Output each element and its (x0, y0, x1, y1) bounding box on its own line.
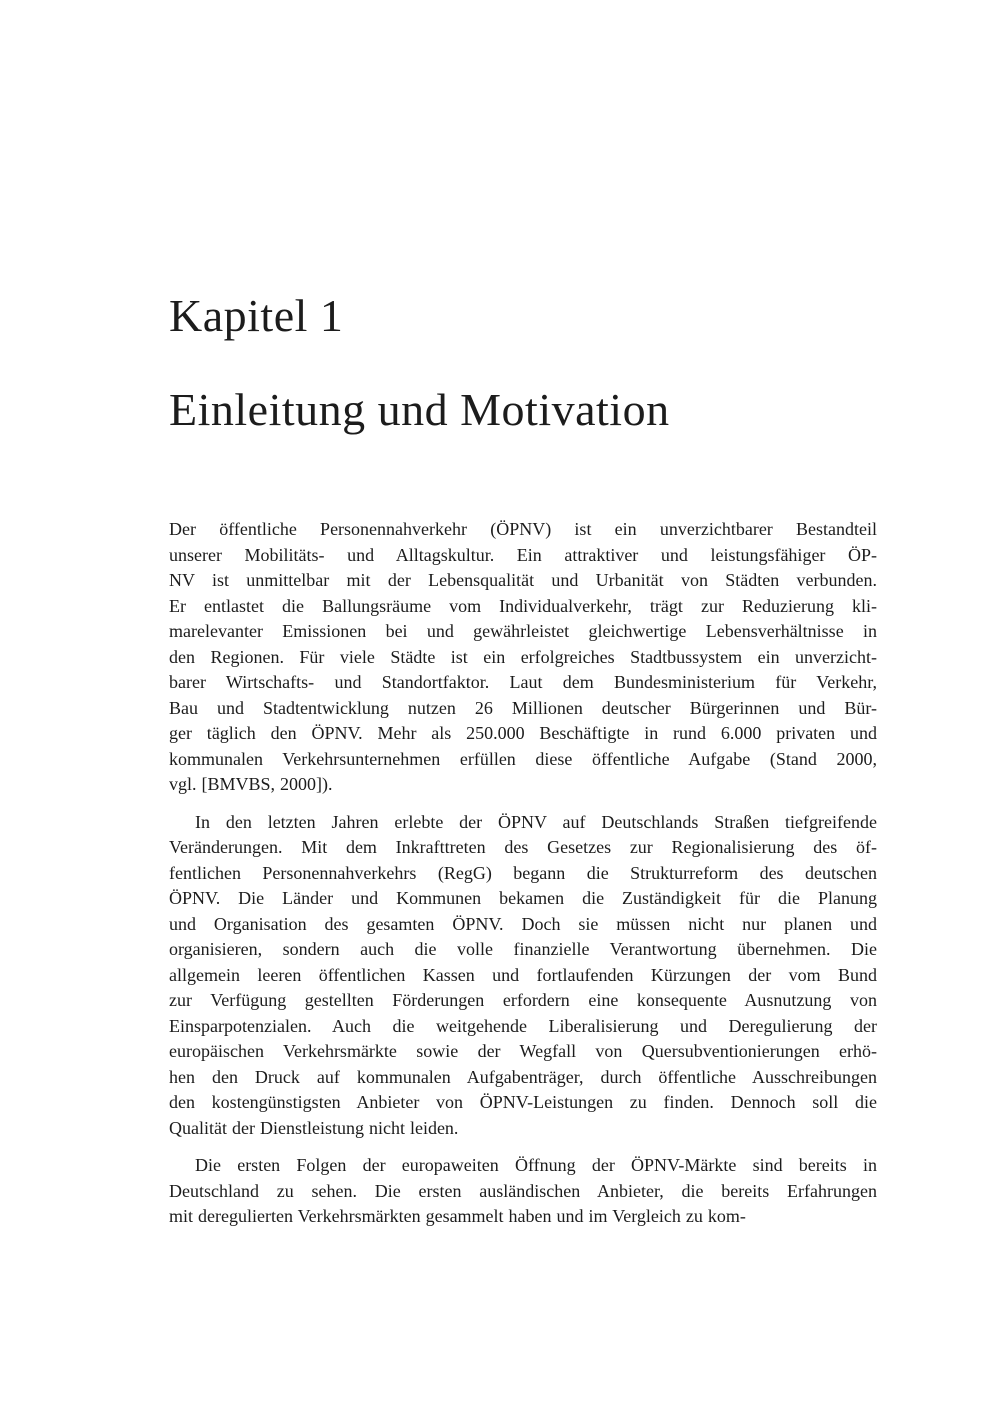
paragraph (169, 517, 877, 798)
text-line: organisieren, sondern auch die volle finanzielle Verantwortung übernehmen. Die (169, 939, 877, 959)
page-content (169, 290, 877, 1230)
text-line: fentlichen Personennahverkehrs (RegG) begann die Strukturreform des deutschen (169, 862, 877, 883)
text-line: Qualität der Dienstleistung nicht leiden. (169, 1117, 459, 1138)
text-line: den kostengünstigsten Anbieter von ÖPNV-Leistungen zu finden. Dennoch soll die (169, 1092, 877, 1112)
paragraph (169, 810, 877, 1142)
text-line: ÖPNV. Die Länder und Kommunen bekamen die Zuständigkeit für die Planung (169, 888, 877, 908)
text-line: zur Verfügung gestellten Förderungen erfordern eine konsequente Ausnutzung von (169, 990, 877, 1010)
text-line: barer Wirtschafts- und Standortfaktor. Laut dem Bundesministerium für Verkehr, (169, 672, 877, 692)
text-line: vgl. [BMVBS, 2000]). (169, 774, 333, 794)
text-line: kommunalen Verkehrsunternehmen erfüllen diese öffentliche Aufgabe (Stand 2000, (169, 748, 877, 769)
chapter-title-heading: Einleitung und Motivation (169, 384, 670, 435)
text-line: Veränderungen. Mit dem Inkrafttreten des Gesetzes zur Regionalisierung des öf- (169, 837, 877, 857)
text-line: ger täglich den ÖPNV. Mehr als 250.000 Beschäftigte in rund 6.000 privaten und (169, 723, 877, 743)
text-line: Bau und Stadtentwicklung nutzen 26 Millionen deutscher Bürgerinnen und Bür- (169, 697, 877, 718)
chapter-number-heading: Kapitel 1 (169, 290, 344, 341)
paragraph (169, 1153, 877, 1230)
text-line: europäischen Verkehrsmärkte sowie der Wegfall von Quersubventionierungen erhö- (169, 1041, 877, 1061)
text-line: den Regionen. Für viele Städte ist ein erfolgreiches Stadtbussystem ein unverzicht- (169, 646, 877, 667)
text-line: Die ersten Folgen der europaweiten Öffnung der ÖPNV-Märkte sind bereits in (195, 1155, 877, 1175)
text-line: allgemein leeren öffentlichen Kassen und fortlaufenden Kürzungen der vom Bund (169, 964, 877, 985)
text-line: In den letzten Jahren erlebte der ÖPNV auf Deutschlands Straßen tiefgreifende (195, 811, 877, 832)
text-line: mit deregulierten Verkehrsmärkten gesammelt haben und im Vergleich zu kom- (169, 1206, 746, 1226)
body-text (169, 517, 877, 1230)
text-line: Er entlastet die Ballungsräume vom Individualverkehr, trägt zur Reduzierung kli- (169, 595, 877, 616)
text-line: Der öffentliche Personennahverkehr (ÖPNV) ist ein unverzichtbarer Bestandteil (169, 519, 877, 539)
text-line: marelevanter Emissionen bei und gewährleistet gleichwertige Lebensverhältnisse in (169, 621, 877, 641)
text-line: Deutschland zu sehen. Die ersten ausländischen Anbieter, die bereits Erfahrungen (169, 1180, 877, 1201)
text-line: unserer Mobilitäts- und Alltagskultur. Ein attraktiver und leistungsfähiger ÖP- (169, 544, 877, 565)
text-line: und Organisation des gesamten ÖPNV. Doch sie müssen nicht nur planen und (169, 913, 877, 934)
text-line: hen den Druck auf kommunalen Aufgabenträger, durch öffentliche Ausschreibungen (169, 1066, 877, 1087)
text-line: Einsparpotenzialen. Auch die weitgehende Liberalisierung und Deregulierung der (169, 1015, 877, 1036)
text-line: NV ist unmittelbar mit der Lebensqualität und Urbanität von Städten verbunden. (169, 570, 877, 590)
